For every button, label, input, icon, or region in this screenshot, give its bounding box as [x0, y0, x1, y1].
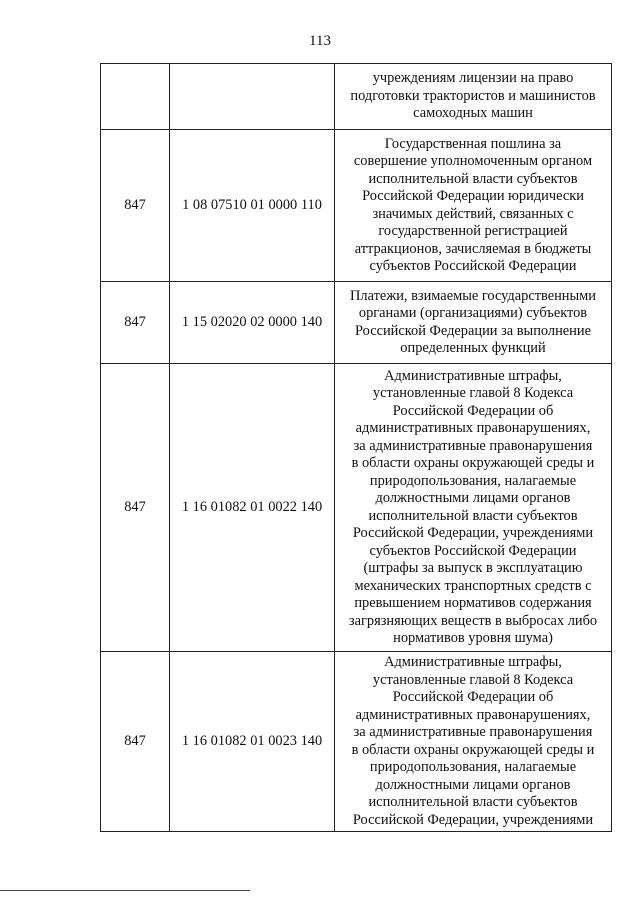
page-number: 113: [309, 33, 331, 49]
admin-code-cell: 847: [101, 130, 170, 282]
description-cell: [335, 64, 612, 130]
table-row: [101, 364, 612, 652]
admin-code-cell: 847: [101, 364, 170, 652]
description-cell: [335, 652, 612, 832]
budget-code-cell: [170, 64, 335, 130]
description-text: Государственная пошлина за совершение уполномоченным органом исполнительной власти субъектов Российской Федерации юридически значимых действий, связанных с государственной регистрацией аттракционов, зачисляемая в бюджеты субъектов Российской Федерации: [353, 135, 593, 274]
table-row: [101, 652, 612, 832]
description-text: Платежи, взимаемые государственными органами (организациями) субъектов Российской Федерации за выполнение определенных функций: [350, 287, 596, 356]
table-row: [101, 64, 612, 130]
description-cell: [335, 282, 612, 364]
admin-code-cell: [101, 64, 170, 130]
table-row: [101, 130, 612, 282]
budget-code-cell: 1 16 01082 01 0023 140: [170, 652, 335, 832]
description-cell: [335, 130, 612, 282]
budget-code-cell: 1 08 07510 01 0000 110: [170, 130, 335, 282]
budget-code-cell: 1 15 02020 02 0000 140: [170, 282, 335, 364]
budget-codes-table: [100, 63, 612, 832]
footnote-separator: [0, 890, 250, 891]
budget-code-cell: 1 16 01082 01 0022 140: [170, 364, 335, 652]
admin-code-cell: 847: [101, 282, 170, 364]
description-cell: [335, 364, 612, 652]
description-text: учреждениям лицензии на право подготовки трактористов и машинистов самоходных машин: [350, 70, 596, 122]
description-text: Административные штрафы, установленные главой 8 Кодекса Российской Федерации об административных правонарушениях, за административные правонарушения в области охраны окружающей среды и природопользования, налагаемые должностными лицами органов исполнительной власти субъектов Российской Федерации, учреждениями субъектов Российской Федерации (штрафы за выпуск в эксплуатацию механических транспортных средств с превышением нормативов содержания загрязняющих веществ в выбросах либо нормативов уровня шума): [348, 367, 598, 646]
description-text: Административные штрафы, установленные главой 8 Кодекса Российской Федерации об административных правонарушениях, за административные правонарушения в области охраны окружающей среды и природопользования, налагаемые должностными лицами органов исполнительной власти субъектов Российской Федерации, учреждениями: [351, 654, 595, 828]
admin-code-cell: 847: [101, 652, 170, 832]
table-row: [101, 282, 612, 364]
